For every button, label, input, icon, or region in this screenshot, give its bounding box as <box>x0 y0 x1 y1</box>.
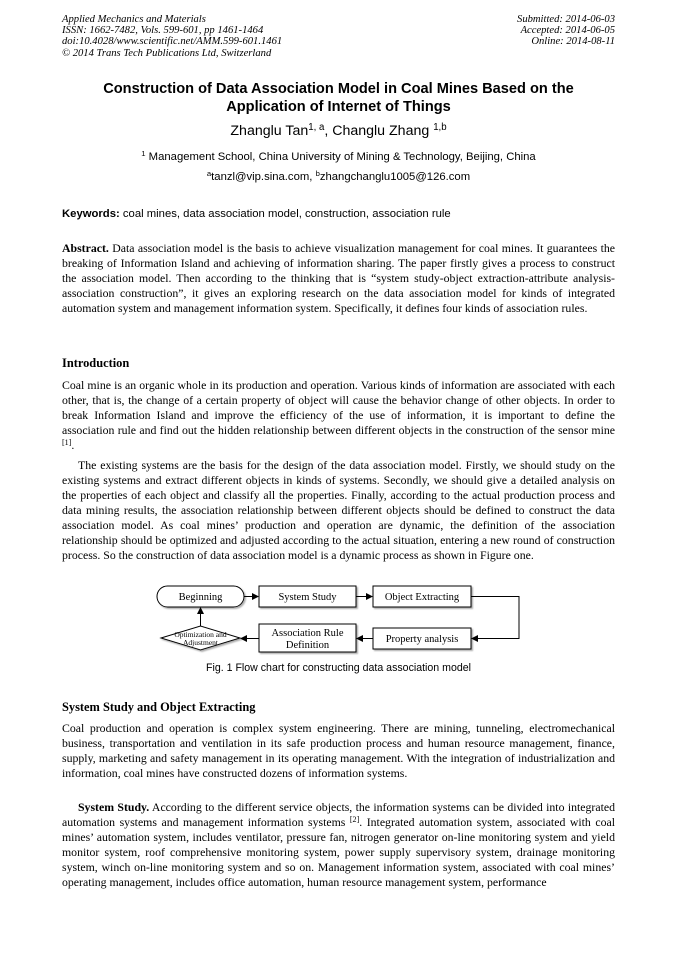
author-separator: , <box>324 123 333 139</box>
introduction-paragraph-2: The existing systems are the basis for the design of the data association model. Firstly, we should study on the existing systems and extract different objects in kinds of systems. Secondly, we should give a detailed analysis on the properties of each object and classify all the properties. Finally, according to the actual production process and data mining results, the association relationship between different objects should be defined to construct the data association model. As coal mines’ production and operation are dynamic, the definition of the association relationship should be optimized and adjusted according to the actual situation, entering a new round of construction process. So the construction of data association model is a dynamic process as shown in Figure one. <box>62 458 615 563</box>
abstract-label: Abstract. <box>62 241 109 255</box>
flow-chart <box>155 583 525 658</box>
abstract-text: Data association model is the basis to achieve visualization management for coal mines. It guarantees the breaking of Information Island and achieving of information sharing. The paper firstly gives a process to construct the association model. Then according to the thinking that is “system study-object extraction-attribute analysis-association construction”, it gives an exploring research on the data association model for kinds of integrated automation system and management information system. Specifically, it defines four kinds of association rules. <box>62 241 615 316</box>
system-study-label: System Study <box>278 592 337 603</box>
beginning-label: Beginning <box>178 592 223 603</box>
introduction-heading: Introduction <box>62 356 130 370</box>
submitted-date: Submitted: 2014-06-03 <box>517 14 615 25</box>
author-2-sup: 1,b <box>433 121 447 133</box>
online-date: Online: 2014-08-11 <box>531 36 615 48</box>
author-emails <box>62 170 615 184</box>
system-study-p2-text: According to the different service objects, the information systems can be divided into integrated automation systems and management information systems <box>62 800 615 830</box>
author-list <box>62 122 615 140</box>
email-a-sup: a <box>206 169 212 179</box>
intro-p1-end: . <box>71 438 75 453</box>
affiliation-number: 1 <box>141 149 146 159</box>
paper-title <box>62 80 615 116</box>
email-b-sup: b <box>315 169 320 179</box>
title-line-1: Construction of Data Association Model in Coal Mines Based on the <box>103 81 574 97</box>
optimization-label-1: Optimization and <box>174 630 227 639</box>
submission-dates <box>517 14 615 48</box>
journal-header <box>62 14 282 59</box>
affiliation-text: Management School, China University of Mining & Technology, Beijing, China <box>145 151 536 163</box>
optimization-label-2: Adjustment <box>183 638 218 647</box>
accepted-date: Accepted: 2014-06-05 <box>520 25 615 37</box>
system-study-heading: System Study and Object Extracting <box>62 700 256 714</box>
keywords-text: coal mines, data association model, construction, association rule <box>119 208 451 220</box>
keywords <box>62 207 615 221</box>
journal-issn: ISSN: 1662-7482, Vols. 599-601, pp 1461-1464 <box>62 25 264 37</box>
journal-copyright: © 2014 Trans Tech Publications Ltd, Switzerland <box>62 47 272 59</box>
property-analysis-label: Property analysis <box>385 634 459 645</box>
intro-p1-text: Coal mine is an organic whole in its production and operation. Various kinds of information are associated with each other, that is, the change of a certain property of object will cause the behavior change of other objects. In order to break Information Island and improve the efficiency of the use of information, it is important to define the association rule and find out the hidden relationship between different objects in the construction of the sensor mine <box>62 378 615 438</box>
abstract <box>62 241 615 316</box>
system-study-paragraph-2 <box>62 800 615 890</box>
citation-ref-2: [2] <box>349 814 360 824</box>
flow-chart-figure <box>155 583 525 658</box>
journal-name: Applied Mechanics and Materials <box>62 14 206 25</box>
title-line-2: Application of Internet of Things <box>226 99 451 115</box>
author-2-name: Changlu Zhang <box>332 123 434 139</box>
system-study-p2-end: . Integrated automation system, associated with coal mines’ automation system, includes ventilator, pressure fan, nitrogen generator on-line monitoring system and yield monitor system, roof comprehensive monitoring system, power supply supervisory system, drainage monitoring system, winch on-line monitoring system and so on. Management information system, associated with coal mines’ operating management, includes office automation, human resource management system, performance <box>62 815 615 890</box>
author-1-sup: 1, a <box>308 121 325 133</box>
association-rule-label-2: Definition <box>285 640 330 651</box>
association-rule-label-1: Association Rule <box>271 628 344 639</box>
figure-caption: Fig. 1 Flow chart for constructing data association model <box>206 662 471 674</box>
affiliation <box>62 150 615 164</box>
system-study-label: System Study. <box>78 800 150 814</box>
citation-ref: [1] <box>62 438 72 448</box>
introduction-paragraph-1 <box>62 378 615 453</box>
author-1-name: Zhanglu Tan <box>230 123 309 139</box>
journal-doi: doi:10.4028/www.scientific.net/AMM.599-601.1461 <box>62 36 283 48</box>
email-a: tanzl@vip.sina.com, <box>211 171 316 183</box>
keywords-label: Keywords: <box>62 208 120 220</box>
object-extracting-label: Object Extracting <box>384 592 460 603</box>
system-study-paragraph-1: Coal production and operation is complex system engineering. There are mining, tunneling, electromechanical business, transportation and ventilation in its safe production process and human resource management, finance, supply, marketing and safety management in its operating management. With the integration of industrialization and information, coal mines have constructed dozens of information systems. <box>62 721 615 781</box>
arrow-extract-to-property <box>471 597 519 639</box>
email-b: zhangchanglu1005@126.com <box>319 171 471 183</box>
